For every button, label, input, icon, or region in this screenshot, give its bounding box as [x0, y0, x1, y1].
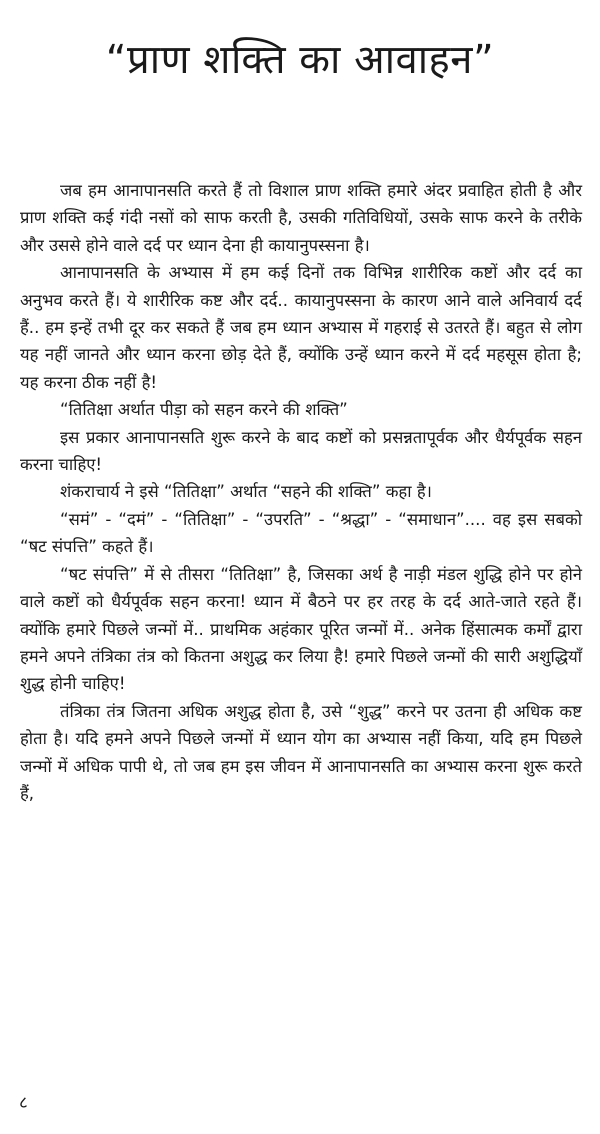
- paragraph-6: “समं” - “दमं” - “तितिक्षा” - “उपरति” - “श्रद्धा” - “समाधान”.... वह इस सबको “षट संपत्ति” कहते हैं।: [20, 509, 582, 557]
- paragraph-1: जब हम आनापानसति करते हैं तो विशाल प्राण शक्ति हमारे अंदर प्रवाहित होती है और प्राण शक्ति कई गंदी नसों को साफ करती है, उसकी गतिविधियों, उसके साफ करने के तरीके और उससे होने वाले दर्द पर ध्यान देना ही कायानुपस्सना है।: [20, 181, 582, 255]
- paragraph-4: इस प्रकार आनापानसति शुरू करने के बाद कष्टों को प्रसन्नतापूर्वक और धैर्यपूर्वक सहन करना चाहिए!: [20, 427, 582, 475]
- page-number: ८: [19, 1093, 28, 1113]
- paragraph-8: तंत्रिका तंत्र जितना अधिक अशुद्ध होता है, उसे “शुद्ध” करने पर उतना ही अधिक कष्ट होता है। यदि हमने अपने पिछले जन्मों में ध्यान योग का अभ्यास नहीं किया, यदि हम पिछले जन्मों में अधिक पापी थे, तो जब हम इस जीवन में आनापानसति का अभ्यास करना शुरू करते हैं,: [20, 701, 582, 803]
- paragraph-5: शंकराचार्य ने इसे “तितिक्षा” अर्थात “सहने की शक्ति” कहा है।: [60, 482, 432, 502]
- paragraph-7: “षट संपत्ति” में से तीसरा “तितिक्षा” है, जिसका अर्थ है नाड़ी मंडल शुद्धि होने पर होने वाले कष्टों को धैर्यपूर्वक सहन करना! ध्यान में बैठने पर हर तरह के दर्द आते-जाते रहते हैं।क्योंकि हमारे पिछले जन्मों में.. प्राथमिक अहंकार पूरित जन्मों में.. अनेक हिंसात्मक कर्मों द्वारा हमने अपने तंत्रिका तंत्र को कितना अशुद्ध कर लिया है! हमारे पिछले जन्मों की सारी अशुद्धियाँ शुद्ध होनी चाहिए!: [20, 564, 582, 694]
- body-text: [20, 177, 582, 807]
- chapter-title: “प्राण शक्ति का आवाहन”: [105, 37, 495, 83]
- paragraph-2: आनापानसति के अभ्यास में हम कई दिनों तक विभिन्न शारीरिक कष्टों और दर्द का अनुभव करते हैं। ये शारीरिक कष्ट और दर्द.. कायानुपस्सना के कारण आने वाले अनिवार्य दर्द हैं.. हम इन्हें तभी दूर कर सकते हैं जब हम ध्यान अभ्यास में गहराई से उतरते हैं। बहुत से लोग यह नहीं जानते और ध्यान करना छोड़ देते हैं, क्योंकि उन्हें ध्यान करने में दर्द महसूस होता है; यह करना ठीक नहीं है!: [20, 263, 582, 392]
- paragraph-3-quote: “तितिक्षा अर्थात पीड़ा को सहन करने की शक्ति”: [60, 400, 348, 420]
